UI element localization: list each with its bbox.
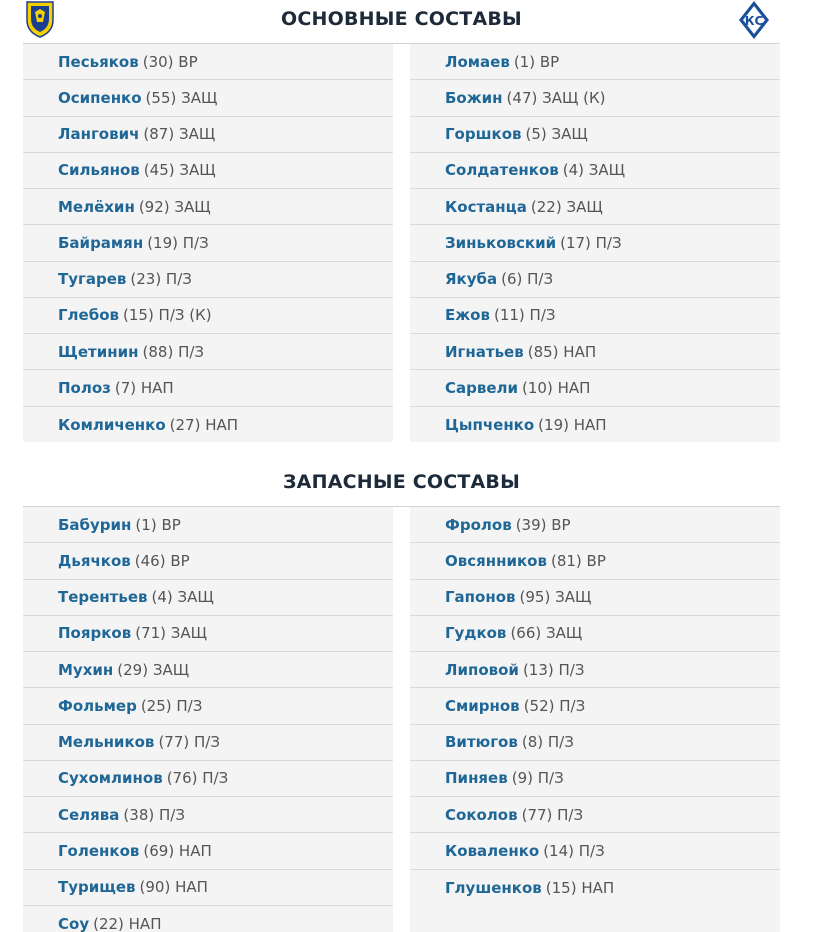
player-number-position: (85) НАП	[527, 342, 597, 361]
player-number-position: (30) ВР	[142, 52, 198, 71]
player-number-position: (46) ВР	[134, 551, 190, 570]
player-number-position: (6) П/З	[501, 270, 554, 289]
substitutes-title: ЗАПАСНЫЕ СОСТАВЫ	[282, 471, 520, 493]
player-number-position: (5) ЗАЩ	[525, 125, 588, 144]
player-number-position: (76) П/З	[166, 769, 229, 788]
player-number-position: (1) ВР	[135, 515, 181, 534]
player-row	[410, 298, 780, 334]
player-name-link[interactable]: Глебов	[58, 306, 119, 325]
home-substitutes	[23, 507, 393, 932]
player-number-position: (13) П/З	[522, 660, 585, 679]
player-number-position: (22) НАП	[93, 914, 162, 932]
player-row	[23, 870, 393, 906]
player-name-link[interactable]: Осипенко	[58, 88, 142, 107]
player-row	[410, 688, 780, 724]
player-name-link[interactable]: Божин	[445, 88, 503, 107]
player-number-position: (19) П/З	[147, 233, 209, 252]
player-row	[23, 117, 393, 153]
player-row	[23, 298, 393, 334]
player-row	[410, 870, 780, 906]
player-name-link[interactable]: Дьячков	[58, 551, 131, 570]
player-name-link[interactable]: Коваленко	[445, 841, 540, 860]
player-name-link[interactable]: Сухомлинов	[58, 769, 163, 788]
krylia-monogram: КС	[744, 14, 764, 28]
player-name-link[interactable]: Фольмер	[58, 696, 137, 715]
player-name-link[interactable]: Ежов	[445, 306, 490, 325]
player-number-position: (71) ЗАЩ	[135, 624, 208, 643]
player-name-link[interactable]: Селява	[58, 805, 120, 824]
player-number-position: (8) П/З	[521, 733, 574, 752]
player-row	[23, 616, 393, 652]
player-row	[410, 117, 780, 153]
player-name-link[interactable]: Цыпченко	[445, 415, 535, 434]
player-number-position: (69) НАП	[143, 841, 212, 860]
player-row	[410, 543, 780, 579]
player-row	[410, 797, 780, 833]
player-name-link[interactable]: Соу	[58, 914, 90, 932]
player-row	[23, 370, 393, 406]
player-number-position: (66) ЗАЩ	[510, 624, 583, 643]
away-substitutes	[410, 507, 780, 932]
player-number-position: (88) П/З	[142, 342, 205, 361]
player-name-link[interactable]: Мельников	[58, 733, 155, 752]
player-number-position: (81) ВР	[550, 551, 606, 570]
player-row	[23, 725, 393, 761]
player-row	[23, 580, 393, 616]
player-row	[23, 543, 393, 579]
player-row	[410, 616, 780, 652]
player-number-position: (25) П/З	[140, 696, 203, 715]
player-row	[23, 906, 393, 932]
main-lineups-title: ОСНОВНЫЕ СОСТАВЫ	[281, 8, 522, 30]
player-name-link[interactable]: Якуба	[445, 270, 498, 289]
player-number-position: (27) НАП	[169, 415, 239, 434]
player-number-position: (15) П/З (К)	[123, 306, 212, 325]
player-number-position: (1) ВР	[513, 52, 560, 71]
player-name-link[interactable]: Ломаев	[445, 52, 510, 71]
player-row	[410, 334, 780, 370]
player-name-link[interactable]: Смирнов	[445, 696, 520, 715]
player-number-position: (9) П/З	[511, 769, 564, 788]
player-row	[23, 407, 393, 443]
player-row	[410, 370, 780, 406]
player-number-position: (87) ЗАЩ	[143, 125, 216, 144]
player-name-link[interactable]: Зиньковский	[445, 233, 557, 252]
player-number-position: (52) П/З	[523, 696, 586, 715]
player-name-link[interactable]: Солдатенков	[445, 161, 559, 180]
player-row	[410, 652, 780, 688]
player-row	[23, 652, 393, 688]
player-row	[410, 44, 780, 80]
player-number-position: (39) ВР	[515, 515, 571, 534]
player-row	[23, 688, 393, 724]
player-name-link[interactable]: Горшков	[445, 125, 522, 144]
player-row	[23, 44, 393, 80]
player-row	[23, 797, 393, 833]
player-name-link[interactable]: Пиняев	[445, 769, 508, 788]
player-number-position: (7) НАП	[114, 378, 174, 397]
player-row	[23, 507, 393, 543]
player-name-link[interactable]: Овсянников	[445, 551, 547, 570]
player-name-link[interactable]: Гапонов	[445, 588, 516, 607]
player-name-link[interactable]: Поярков	[58, 624, 132, 643]
player-number-position: (55) ЗАЩ	[145, 88, 218, 107]
player-row	[410, 725, 780, 761]
player-number-position: (22) ЗАЩ	[530, 197, 603, 216]
player-name-link[interactable]: Байрамян	[58, 233, 144, 252]
player-number-position: (38) П/З	[123, 805, 185, 824]
player-number-position: (90) НАП	[139, 878, 208, 897]
player-row	[23, 80, 393, 116]
player-row	[410, 580, 780, 616]
player-number-position: (23) П/З	[130, 270, 192, 289]
player-row	[23, 225, 393, 261]
player-row	[23, 334, 393, 370]
player-number-position: (92) ЗАЩ	[138, 197, 211, 216]
player-name-link[interactable]: Сильянов	[58, 161, 140, 180]
player-name-link[interactable]: Лангович	[58, 125, 140, 144]
player-name-link[interactable]: Полоз	[58, 378, 111, 397]
player-row	[410, 507, 780, 543]
player-number-position: (77) П/З	[521, 805, 584, 824]
player-row	[410, 761, 780, 797]
player-number-position: (14) П/З	[543, 841, 605, 860]
player-row	[23, 153, 393, 189]
player-name-link[interactable]: Липовой	[445, 660, 519, 679]
player-number-position: (45) ЗАЩ	[143, 161, 216, 180]
player-row	[410, 189, 780, 225]
player-name-link[interactable]: Витюгов	[445, 733, 518, 752]
player-row	[23, 833, 393, 869]
player-row	[410, 80, 780, 116]
player-number-position: (4) ЗАЩ	[562, 161, 626, 180]
player-name-link[interactable]: Комличенко	[58, 415, 166, 434]
player-name-link[interactable]: Соколов	[445, 805, 518, 824]
player-name-link[interactable]: Игнатьев	[445, 342, 524, 361]
player-number-position: (17) П/З	[560, 233, 622, 252]
player-number-position: (47) ЗАЩ (К)	[506, 88, 606, 107]
player-row	[23, 761, 393, 797]
player-name-link[interactable]: Гудков	[445, 624, 507, 643]
player-row	[23, 189, 393, 225]
player-name-link[interactable]: Песьяков	[58, 52, 139, 71]
player-name-link[interactable]: Бабурин	[58, 515, 132, 534]
player-number-position: (10) НАП	[522, 378, 591, 397]
player-row	[410, 407, 780, 443]
home-main-lineup	[23, 44, 393, 442]
player-name-link[interactable]: Мелёхин	[58, 197, 135, 216]
player-name-link[interactable]: Тугарев	[58, 270, 127, 289]
player-name-link[interactable]: Фролов	[445, 515, 512, 534]
player-number-position: (95) ЗАЩ	[519, 588, 592, 607]
player-row	[23, 262, 393, 298]
player-number-position: (11) П/З	[493, 306, 556, 325]
player-name-link[interactable]: Сарвели	[445, 378, 519, 397]
player-name-link[interactable]: Глушенков	[445, 878, 542, 897]
away-main-lineup	[410, 44, 780, 442]
player-row	[410, 225, 780, 261]
player-name-link[interactable]: Щетинин	[58, 342, 139, 361]
player-row	[410, 153, 780, 189]
player-name-link[interactable]: Мухин	[58, 660, 114, 679]
player-name-link[interactable]: Голенков	[58, 841, 140, 860]
player-number-position: (29) ЗАЩ	[117, 660, 190, 679]
player-name-link[interactable]: Терентьев	[58, 588, 148, 607]
player-name-link[interactable]: Костанца	[445, 197, 527, 216]
player-row	[410, 833, 780, 869]
player-number-position: (15) НАП	[545, 878, 615, 897]
player-number-position: (77) П/З	[158, 733, 220, 752]
player-name-link[interactable]: Турищев	[58, 878, 136, 897]
player-number-position: (4) ЗАЩ	[151, 588, 214, 607]
player-number-position: (19) НАП	[538, 415, 607, 434]
player-row	[410, 262, 780, 298]
